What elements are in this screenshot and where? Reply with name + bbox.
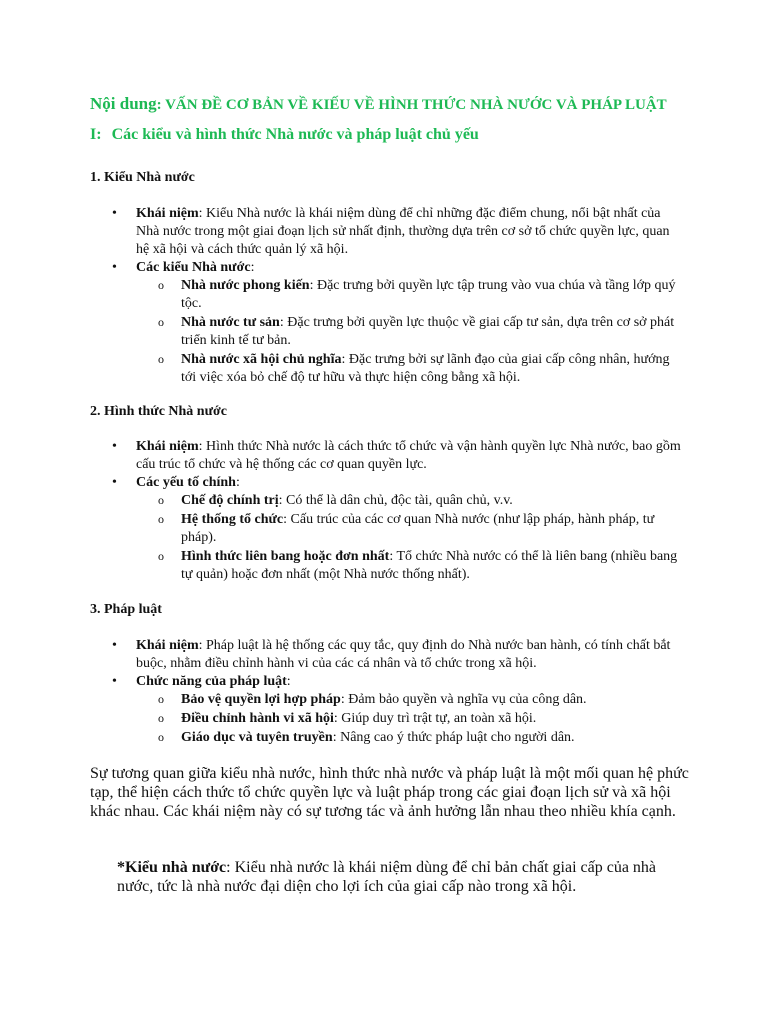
definition: : Nâng cao ý thức pháp luật cho người dân. xyxy=(332,730,575,745)
term: Khái niệm xyxy=(136,638,199,653)
definition: : Tổ chức Nhà nước có thể là liên bang (nhiều bang tự quản) hoặc đơn nhất (một Nhà nước thống nhất). xyxy=(181,549,678,582)
term: Điều chỉnh hành vi xã hội xyxy=(181,711,334,726)
list-item xyxy=(136,673,681,747)
term: Bảo vệ quyền lợi hợp pháp xyxy=(181,692,341,707)
list-item xyxy=(136,438,681,474)
list-kieu-nha-nuoc xyxy=(136,205,681,388)
list-item xyxy=(136,474,681,584)
sublist-item xyxy=(181,351,681,387)
section-number: I: xyxy=(90,126,102,143)
title-text: : VẤN ĐỀ CƠ BẢN VỀ KIẾU VỀ HÌNH THỨC NHÀ NƯỚC VÀ PHÁP LUẬT xyxy=(156,97,667,113)
definition: : Giúp duy trì trật tự, an toàn xã hội. xyxy=(333,711,537,726)
term: Khái niệm xyxy=(136,206,199,221)
sublist-item xyxy=(181,710,681,728)
term: Các yếu tố chính xyxy=(136,475,236,490)
section-heading xyxy=(90,126,479,144)
term: Nhà nước tư sản xyxy=(181,315,280,330)
sublist-item xyxy=(181,492,681,510)
definition: : Đảm bảo quyền và nghĩa vụ của công dân. xyxy=(340,692,587,707)
definition: : Pháp luật là hệ thống các quy tắc, quy định do Nhà nước ban hành, có tính chất bắt buộc, nhằm điều chỉnh hành vi của các cá nhân và tổ chức trong xã hội. xyxy=(136,638,671,671)
body-paragraph: Sự tương quan giữa kiểu nhà nước, hình thức nhà nước và pháp luật là một mối quan hệ phức tạp, thể hiện cách thức tổ chức quyền lực và luật pháp trong các giai đoạn lịch sử và xã hội khác nhau. Các khái niệm này có sự tương tác và ảnh hưởng lẫn nhau theo nhiều khía cạnh. xyxy=(90,765,689,820)
definition: : Đặc trưng bởi quyền lực thuộc về giai cấp tư sản, dựa trên cơ sở phát triển kinh tế tư bản. xyxy=(181,315,675,348)
term: Nhà nước phong kiến xyxy=(181,278,310,293)
sublist-kieu-nha-nuoc xyxy=(136,277,681,387)
sublist-item xyxy=(181,511,681,547)
definition: : Đặc trưng bởi sự lãnh đạo của giai cấp công nhân, hướng tới việc xóa bỏ chế độ tư hữu và thực hiện công bằng xã hội. xyxy=(181,352,670,385)
sublist-hinh-thuc-nha-nuoc xyxy=(136,492,681,584)
list-item xyxy=(136,259,681,387)
note-text: : Kiểu nhà nước là khái niệm dùng để chỉ bản chất giai cấp của nhà nước, tức là nhà nước đại diện cho lợi ích của giai cấp nào trong xã hội. xyxy=(117,859,657,895)
heading-hinh-thuc-nha-nuoc: 2. Hình thức Nhà nước xyxy=(90,404,227,419)
definition: : Cấu trúc của các cơ quan Nhà nước (như lập pháp, hành pháp, tư pháp). xyxy=(181,512,655,545)
term: Khái niệm xyxy=(136,439,199,454)
sublist-item xyxy=(181,691,681,709)
definition: : Đặc trưng bởi quyền lực tập trung vào vua chúa và tầng lớp quý tộc. xyxy=(181,278,676,311)
term: Nhà nước xã hội chủ nghĩa xyxy=(181,352,342,367)
definition: : xyxy=(235,475,240,490)
term: Chế độ chính trị xyxy=(181,493,279,508)
note-term: *Kiểu nhà nước xyxy=(117,859,227,876)
title-lead: Nội dung xyxy=(90,94,157,113)
definition: : Hình thức Nhà nước là cách thức tổ chức và vận hành quyền lực Nhà nước, bao gồm cấu trúc tổ chức và hệ thống các cơ quan quyền lực. xyxy=(136,439,681,472)
sublist-item xyxy=(181,314,681,350)
section-title: Các kiểu và hình thức Nhà nước và pháp luật chủ yếu xyxy=(111,126,479,143)
sublist-item xyxy=(181,729,681,747)
term: Các kiểu Nhà nước xyxy=(136,260,251,275)
sublist-item xyxy=(181,548,681,584)
sublist-phap-luat xyxy=(136,691,681,747)
list-phap-luat xyxy=(136,637,681,748)
document-title xyxy=(90,94,667,114)
definition: : xyxy=(286,674,291,689)
heading-kieu-nha-nuoc: 1. Kiểu Nhà nước xyxy=(90,170,195,185)
list-item xyxy=(136,637,681,673)
sublist-item xyxy=(181,277,681,313)
list-item xyxy=(136,205,681,259)
definition: : Có thể là dân chủ, độc tài, quân chủ, v.v. xyxy=(278,493,513,508)
term: Chức năng của pháp luật xyxy=(136,674,287,689)
term: Giáo dục và tuyên truyền xyxy=(181,730,333,745)
definition: : Kiểu Nhà nước là khái niệm dùng để chỉ những đặc điểm chung, nổi bật nhất của Nhà nước trong một giai đoạn lịch sử nhất định, thường dựa trên cơ sở tổ chức quyền lực, quan hệ xã hội và cách thức quản lý xã hội. xyxy=(136,206,670,257)
term: Hình thức liên bang hoặc đơn nhất xyxy=(181,549,390,564)
heading-phap-luat: 3. Pháp luật xyxy=(90,602,162,617)
list-hinh-thuc-nha-nuoc xyxy=(136,438,681,585)
term: Hệ thống tổ chức xyxy=(181,512,284,527)
definition: : xyxy=(250,260,255,275)
note-paragraph xyxy=(117,858,677,896)
